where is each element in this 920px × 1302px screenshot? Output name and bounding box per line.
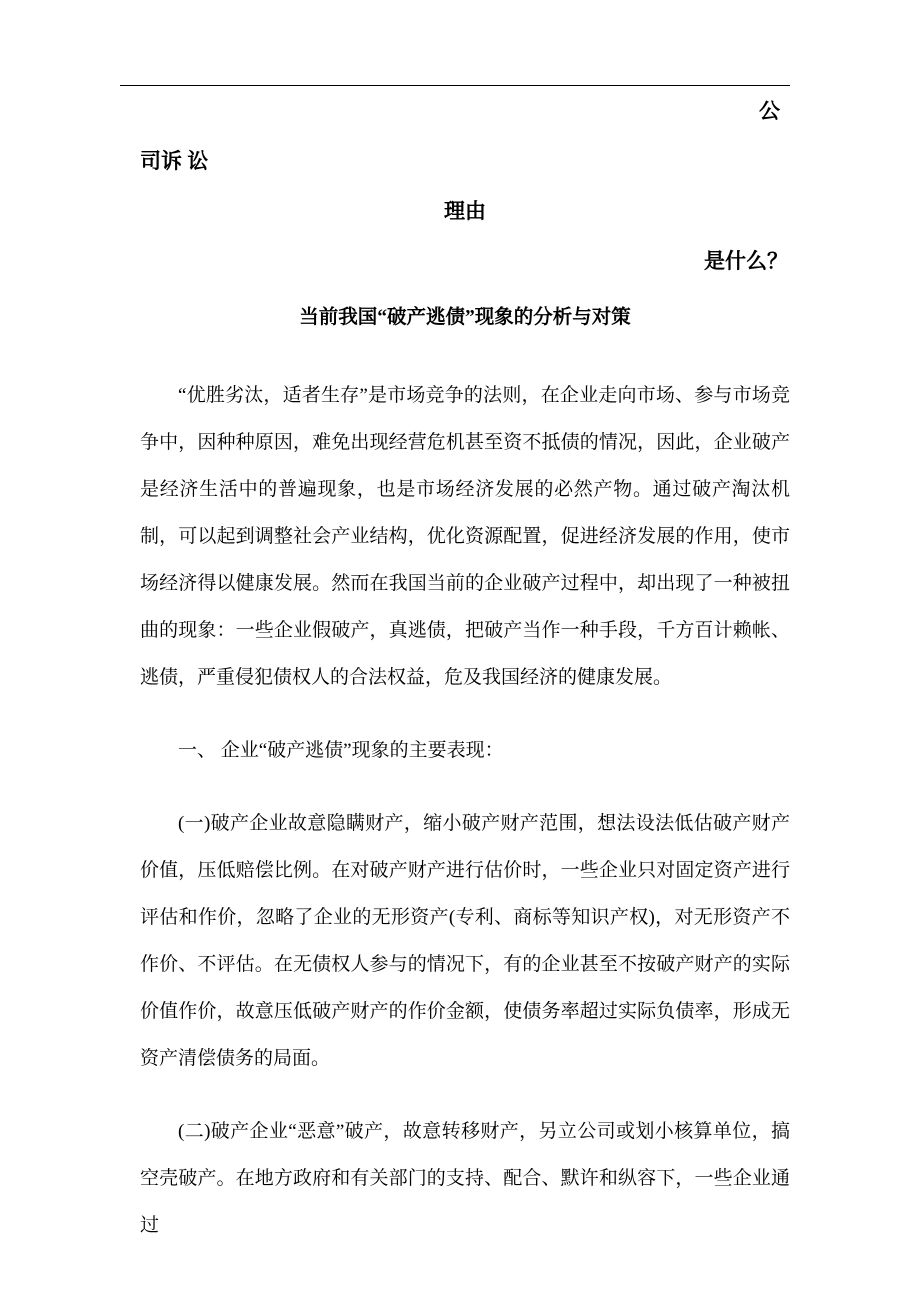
paragraph-intro: “优胜劣汰，适者生存”是市场竞争的法则，在企业走向市场、参与市场竞争中，因种种原因，难免出现经营危机甚至资不抵债的情况，因此，企业破产是经济生活中的普遍现象，也是市场经济发展的必然产物。通过破产淘汰机制，可以起到调整社会产业结构，优化资源配置，促进经济发展的作用，使市场经济得以健康发展。然而在我国当前的企业破产过程中，却出现了一种被扭曲的现象：一些企业假破产，真逃债，把破产当作一种手段，千方百计赖帐、逃债，严重侵犯债权人的合法权益，危及我国经济的健康发展。 bbox=[140, 385, 790, 688]
paragraph-point-one: (一)破产企业故意隐瞒财产，缩小破产财产范围，想法设法低估破产财产价值，压低赔偿比例。在对破产财产进行估价时，一些企业只对固定资产进行评估和作价，忽略了企业的无形资产(专利、商标等知识产权)，对无形资产不作价、不评估。在无债权人参与的情况下，有的企业甚至不按破产财产的实际价值作价，故意压低破产财产的作价金额，使债务率超过实际负债率，形成无资产清偿债务的局面。 bbox=[140, 813, 790, 1069]
paragraph-point-two: (二)破产企业“恶意”破产，故意转移财产，另立公司或划小核算单位，搞空壳破产。在地方政府和有关部门的支持、配合、默许和纵容下，一些企业通过 bbox=[140, 1121, 790, 1236]
header-fragment-4: 是什么？ bbox=[704, 249, 788, 273]
header-fragment-3: 理由 bbox=[444, 199, 486, 223]
header-fragment-2: 司诉 讼 bbox=[140, 149, 209, 173]
document-title: 当前我国“破产逃债”现象的分析与对策 bbox=[299, 307, 631, 328]
paragraph-section-heading: 一、 企业“破产逃债”现象的主要表现： bbox=[178, 740, 504, 761]
header-fragment-1: 公 bbox=[759, 99, 780, 123]
